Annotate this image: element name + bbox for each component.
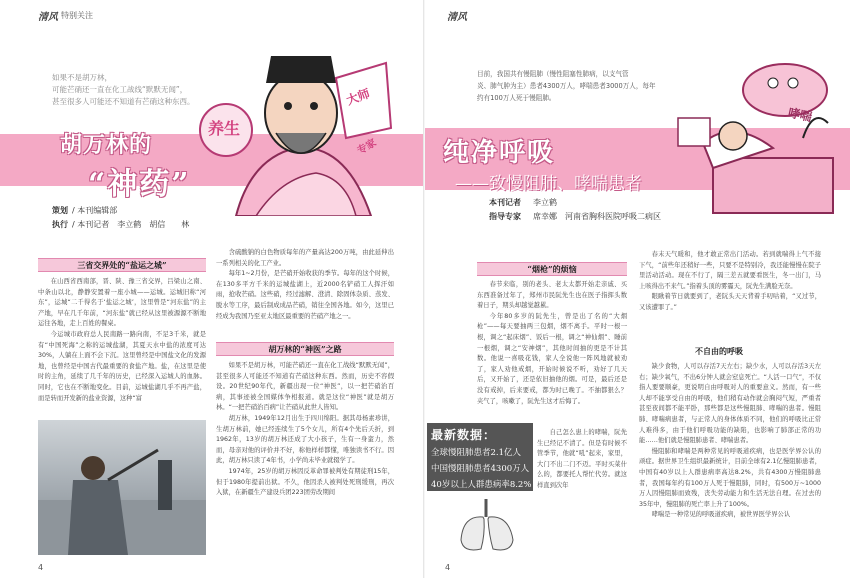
article-intro bbox=[477, 68, 697, 104]
magazine-logo: 清风 bbox=[447, 12, 467, 23]
paragraph: 今运城市政府总人民南路一路向南，不足3千米，就是有“中国死海”之称的运城盐湖，其夏天水中盐的浓度可达30%，人躺在上面不会下沉。这里曾经是中国盐文化的发源地，也曾经是中国古代最重要的食盐产地。盐，在这里是使时的主角，延续了几千年的历史，已经深入运城人的血脉。同时，它也在不断地变化。目前，运城盐湖几乎不再产盐，而是转而开发新的盐业资源，这种“富 bbox=[38, 330, 206, 402]
body-column-1 bbox=[38, 277, 206, 417]
credits bbox=[52, 204, 189, 232]
title-line-2: ——致慢阻肺、哮喘患者 bbox=[455, 174, 642, 194]
credit-row: 本刊记者 李立鹤 bbox=[489, 198, 557, 207]
paragraph: 每年1~2月份，是芒硝开始收获的季节。每年的这个时候，在130多平方千米的运城盐湖上，近2000名铲硝工人挥汗如雨，抢收芒硝。这些硝，经过滤解、澄清、除固体杂质、蒸发、脱水等工序，最后制成成品芒硝，销往全国各地。如今，这里已经成为我国乃至亚太地区最重要的芒硝产地之一。 bbox=[216, 270, 394, 320]
stat-line: 40岁以上人群患病率8.2% bbox=[431, 480, 532, 490]
article-title bbox=[60, 128, 191, 203]
stat-line: 中国慢阻肺患者4300万人 bbox=[431, 464, 530, 474]
salt-workers-photo bbox=[38, 420, 206, 555]
stats-title: 最新数据： bbox=[431, 428, 497, 442]
paragraph: 今年80多岁的阮先生，曾是出了名的“大烟枪”——每天要抽两三包烟，烟不离手。平时一根一根，调之“起床烟”、饭后一根，调之“神仙烟”、睡前一根烟，调之“安神烟”，其他时间抽的更是不计其数。他说一喜吸花钱，家人全说他一阵风地就被劝了，家人劝他戒烟，开始时候说不听，劝好了几天后，又开始了，还是依旧抽他的烟。可是，最后还是没有戒掉，后来要戒，都为时已晚了。不抽都狠么？夹气了，咳嗽了，阮先生这才后悔了。 bbox=[477, 312, 627, 405]
paragraph: 眼瞅着节日就要到了，老阮头天天背着手叨咕着，“又过节，又该遭罪了。” bbox=[639, 293, 821, 311]
section-heading: 不自由的呼吸 bbox=[695, 346, 743, 356]
paragraph: 自己怎么患上的哮喘，阮先生已经记不清了。但是有时候不管季节，他就“吼”起来，家里，大门不出二门不迈。平时买菜什么的，都要托人帮忙代劳。就这样直到次年 bbox=[537, 429, 627, 489]
body-column-2b bbox=[639, 362, 821, 560]
right-page bbox=[425, 0, 850, 578]
asthma-cartoon-illustration bbox=[673, 48, 843, 223]
intro-line: 可能芒硝还一直在化工战线“默默无闻”， bbox=[52, 85, 188, 94]
title-line-2: “神药” bbox=[88, 167, 191, 202]
intro-line: 甚至很多人可能还不知道有芒硝这种东西。 bbox=[52, 97, 195, 106]
doctor-cartoon-illustration bbox=[196, 38, 401, 216]
page-number: 4 bbox=[445, 563, 451, 572]
article-title bbox=[443, 132, 642, 194]
credits bbox=[489, 196, 661, 224]
body-column-2 bbox=[639, 250, 821, 328]
intro-line: 如果不是胡万林， bbox=[52, 73, 112, 82]
stats-box bbox=[427, 423, 533, 491]
paragraph: 胡万林，1949年12月出生于四川绵阳。据其母杨素珍讲，生胡万林前，她已经连续生了5个女儿，所有4个先后夭折，到1962年，13岁的胡万林还成了大小孩子，生有一身蛮力，然而，母亲对他的评价并不好，称他样样都懂，唯独读书不行。因此，胡万林只读了4年书，小学尚未毕业就辍学了。 bbox=[216, 414, 394, 465]
paragraph: 含硫酸钠的白色物质每年的产量高达200万吨，由此延伸出一系列相关的化工产业。 bbox=[216, 249, 394, 267]
paragraph: 哮喘是一种常见的呼吸道疾病，被世界医学界公认 bbox=[651, 511, 791, 519]
body-column-1b bbox=[537, 428, 627, 558]
stat-line: 全球慢阻肺患者2.1亿人 bbox=[431, 448, 522, 458]
ribbon-label: 大师 bbox=[344, 86, 372, 108]
right-header bbox=[447, 8, 470, 23]
section-label: 特别关注 bbox=[61, 11, 93, 20]
paragraph: 1974年，25岁的胡万林因反革命罪被判处有期徒刑15年，但于1980年提前出狱。不久，他因杀人被判处死刑缓刑，再次入狱，在新疆生产建设兵团223团劳改期间 bbox=[216, 467, 394, 497]
body-column-2 bbox=[216, 248, 394, 340]
credit-row: 执行 / 本刊记者 李立鹤 胡信 林 bbox=[52, 220, 190, 229]
intro-line: 约有100万人死于慢阻肺。 bbox=[477, 94, 556, 102]
cartoon-word: 哮喘 bbox=[786, 105, 814, 125]
section-heading: 三省交界处的“盐运之城” bbox=[38, 258, 206, 272]
section-heading: 胡万林的“神医”之路 bbox=[216, 342, 394, 356]
intro-line: 炎、肺气肿为主）患者4300万人，哮喘患者3000万人，每年 bbox=[477, 82, 656, 90]
paragraph: 如果不是胡万林，可能芒硝还一直在化工战线“默默无闻”，甚至很多人可能还不知道有芒硝这种东西。然而，历史不容假设。20世纪90年代，新疆出现一位“神医”，以一把芒硝治百病，其事迹被全国媒体争相报道。就是这位“神医”就是胡万林。“一把芒硝治百病”让芒硝从此世人皆知。 bbox=[216, 362, 394, 412]
paragraph: 春节来临，别的老头、老太太都开始走亲戚、买东西准备过年了，郑州市民阮先生也在医子指挥头数着日子，期头却越觉越累。 bbox=[477, 281, 627, 310]
credit-row: 指导专家 席幸娜 河南省胸科医院呼吸二病区 bbox=[489, 212, 661, 221]
section-heading: “烟枪”的烦恼 bbox=[477, 262, 627, 276]
magazine-logo: 清风 bbox=[38, 12, 58, 23]
credit-row: 策划 / 本刊编辑部 bbox=[52, 206, 118, 215]
fan-label: 专家 bbox=[355, 137, 379, 157]
body-column-1 bbox=[477, 280, 627, 422]
page-number: 4 bbox=[38, 563, 44, 572]
title-line-1: 胡万林的 bbox=[60, 132, 153, 158]
paragraph: 慢阻肺和哮喘是两种常见的呼吸道疾病，也是医学界公认的顽症。据世界卫生组织最新统计，目前全球有2.1亿慢阻肺患者，中国有40岁以上人群患病率高达8.2%，共有4300万慢阻肺患者，我国每年约有100万人死于慢阻肺，同时，有500万~1000万人因慢阻肺而致残，丧失劳动能力和生活无法自理。在过去的35年中，慢阻肺的死亡率上升了100%。 bbox=[639, 447, 821, 508]
left-header bbox=[38, 8, 93, 23]
balloon-label: 养生 bbox=[208, 119, 241, 138]
body-column-2b bbox=[216, 361, 394, 559]
paragraph: 在山西省西南部，晋、陕、豫三省交界，吕梁山之南、中条山以北，静静安置着一座小城——运城。运城旧称“河东”，运城“二千得名于‘盐运之城’，这里曾是“河东盐”的主产地，早在几千年前，“河东盐”就已经从这里被源源不断地运往各地，走上百姓的餐桌。 bbox=[38, 278, 206, 328]
title-line-1: 纯净呼吸 bbox=[443, 138, 556, 168]
lungs-illustration bbox=[453, 495, 523, 555]
paragraph: 春末天气暖和，他才敢正常出门活动。若到就喘得上气不接下气，“前些年还稍好一些，只要不是特别冷，我还能慢慢在院子里活动活动。现在不行了，隔三差五就要看医生，冬一出门，马上咳得出不来气。”指着头顶的雾霾天，阮先生满脸无奈。 bbox=[639, 251, 821, 290]
paragraph: 缺少食物，人可以存活7天左右；缺少水，人可以存活3天左右；缺少氧气，不出6分钟人就会窒息死亡。“人活一口气”，不仅指人要要顺豪，更说明自由呼吸对人的重要意义。然而，有一些人却不能享受自由的呼吸，他们稍有动作就会胸闷气短，严重者甚至夜间都不能平卧，那些都是这些慢阻肺、哮喘的患者。慢阻肺、哮喘病患者，与正常人的身体体质不同，他们的呼吸比正常人难得多，由于他们呼吸功能的缺陷，也影响了肺部正常的功能……他们就是慢阻肺患者、哮喘患者。 bbox=[639, 363, 821, 445]
intro-line: 目前，我国共有慢阻肺（慢性阻塞性肺病，以支气管 bbox=[477, 70, 629, 78]
